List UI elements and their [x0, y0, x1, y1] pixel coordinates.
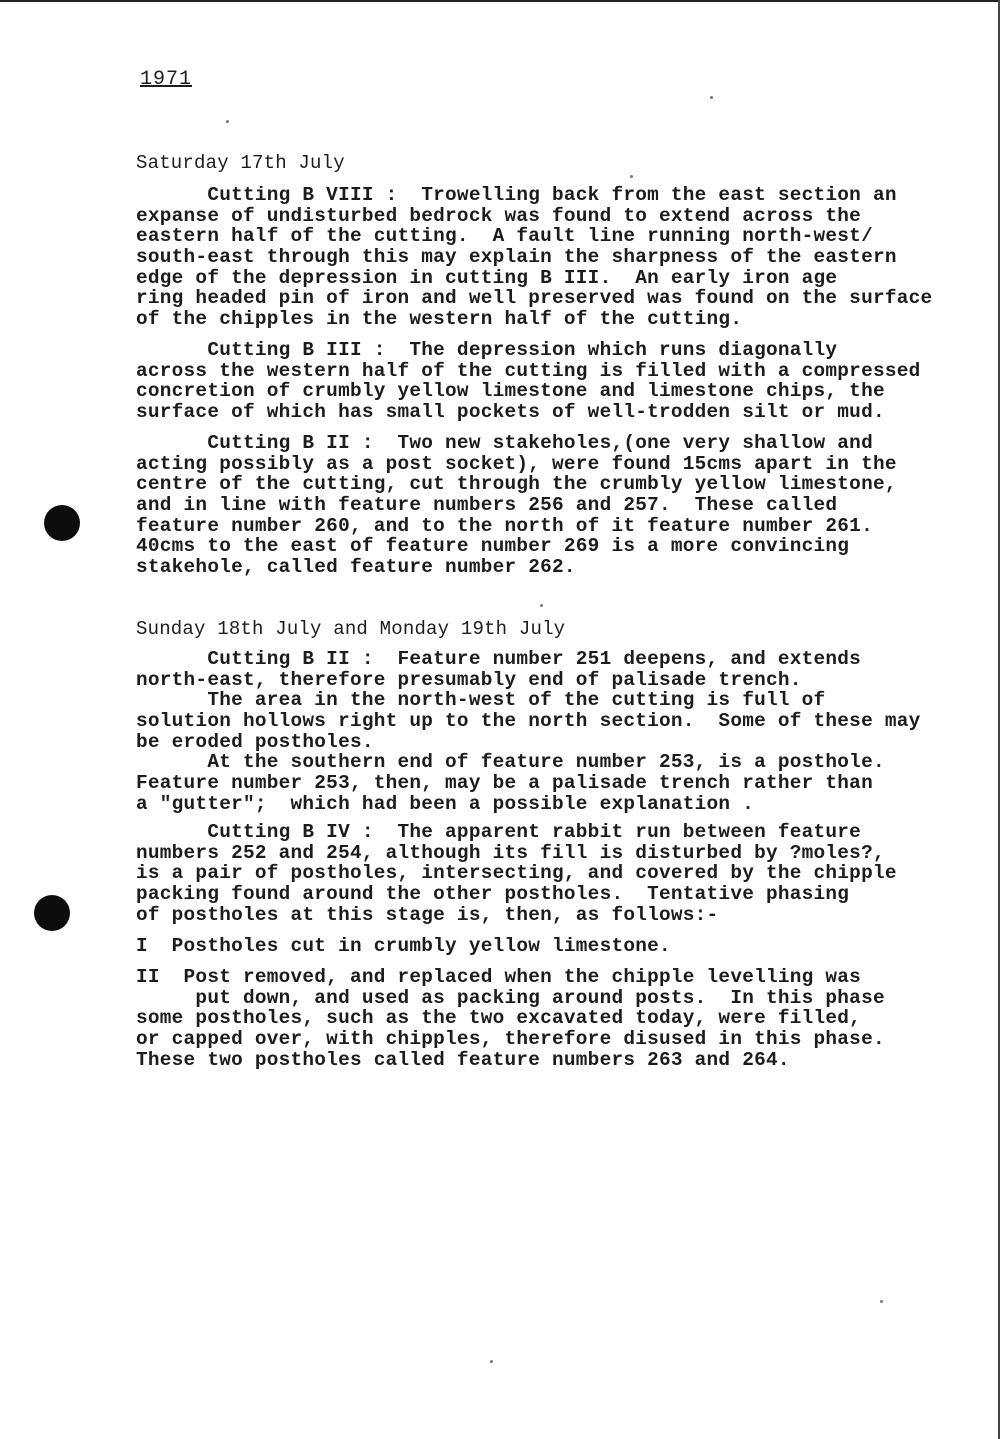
text-line: Cutting B II : Two new stakeholes,(one very shallow and	[136, 432, 873, 454]
scan-speck	[226, 120, 229, 123]
paragraph-cutting-b-iii	[136, 340, 956, 423]
text-line: put down, and used as packing around posts. In this phase	[136, 986, 885, 1009]
text-line: packing found around the other postholes. Tentative phasing	[136, 883, 850, 906]
text-line: numbers 252 and 254, although its fill is disturbed by ?moles?,	[136, 841, 885, 864]
text-line: is a pair of postholes, intersecting, and covered by the chipple	[136, 862, 897, 885]
text-line: concretion of crumbly yellow limestone and limestone chips, the	[136, 380, 885, 403]
text-line: edge of the depression in cutting B III. An early iron age	[136, 266, 838, 289]
text-line: Cutting B IV : The apparent rabbit run between feature	[136, 821, 862, 843]
scan-speck	[490, 1360, 493, 1363]
text-line: south-east through this may explain the sharpness of the eastern	[136, 246, 897, 269]
text-line: Feature number 253, then, may be a palisade trench rather than	[136, 772, 873, 795]
text-line: At the southern end of feature number 253, is a posthole.	[136, 751, 885, 774]
scan-speck	[630, 175, 633, 178]
scan-speck	[710, 96, 713, 99]
text-line: or capped over, with chipples, therefore disused in this phase.	[136, 1028, 885, 1051]
text-line: north-east, therefore presumably end of palisade trench.	[136, 668, 802, 691]
text-line: of the chipples in the western half of the cutting.	[136, 308, 743, 331]
text-line: Cutting B VIII : Trowelling back from the east section an	[136, 184, 897, 206]
punch-hole-lower	[34, 895, 70, 931]
text-line: expanse of undisturbed bedrock was found to extend across the	[136, 204, 862, 227]
page-year: 1971	[140, 68, 193, 91]
entry-date-saturday: Saturday 17th July	[136, 152, 345, 174]
text-line: a "gutter"; which had been a possible explanation .	[136, 792, 755, 815]
text-line: I Postholes cut in crumbly yellow limestone.	[136, 935, 671, 957]
paragraph-cutting-b-iv	[136, 822, 956, 925]
text-line: some postholes, such as the two excavated today, were filled,	[136, 1007, 862, 1030]
text-line: II Post removed, and replaced when the chipple levelling was	[136, 966, 862, 988]
text-line: 40cms to the east of feature number 269 is a more convincing	[136, 535, 850, 558]
text-line: surface of which has small pockets of well-trodden silt or mud.	[136, 401, 885, 424]
text-line: eastern half of the cutting. A fault line running north-west/	[136, 225, 873, 248]
text-line: of postholes at this stage is, then, as follows:-	[136, 903, 719, 926]
text-line: ring headed pin of iron and well preserved was found on the surface	[136, 287, 933, 310]
text-line: acting possibly as a post socket), were found 15cms apart in the	[136, 452, 897, 475]
paragraph-phase-ii	[136, 967, 956, 1070]
entry-date-sunday-monday: Sunday 18th July and Monday 19th July	[136, 618, 566, 640]
paragraph-cutting-b-viii	[136, 185, 956, 330]
punch-hole-upper	[44, 505, 80, 541]
page-edge-top	[0, 0, 1000, 2]
text-line: Cutting B III : The depression which runs diagonally	[136, 339, 838, 361]
scan-speck	[880, 1300, 883, 1303]
scan-speck	[540, 604, 543, 607]
text-line: be eroded postholes.	[136, 730, 374, 753]
paragraph-cutting-b-ii	[136, 433, 956, 578]
text-line: These two postholes called feature numbers 263 and 264.	[136, 1048, 790, 1071]
text-line: The area in the north-west of the cutting is full of	[136, 689, 826, 712]
text-line: Cutting B II : Feature number 251 deepens, and extends	[136, 648, 862, 670]
paragraph-cutting-b-ii-second	[136, 649, 956, 815]
text-line: across the western half of the cutting is filled with a compressed	[136, 359, 921, 382]
text-line: centre of the cutting, cut through the crumbly yellow limestone,	[136, 473, 897, 496]
paragraph-phase-i	[136, 936, 956, 957]
text-line: stakehole, called feature number 262.	[136, 556, 576, 579]
text-line: and in line with feature numbers 256 and 257. These called	[136, 494, 838, 517]
text-line: solution hollows right up to the north section. Some of these may	[136, 710, 921, 733]
text-line: feature number 260, and to the north of it feature number 261.	[136, 514, 873, 537]
